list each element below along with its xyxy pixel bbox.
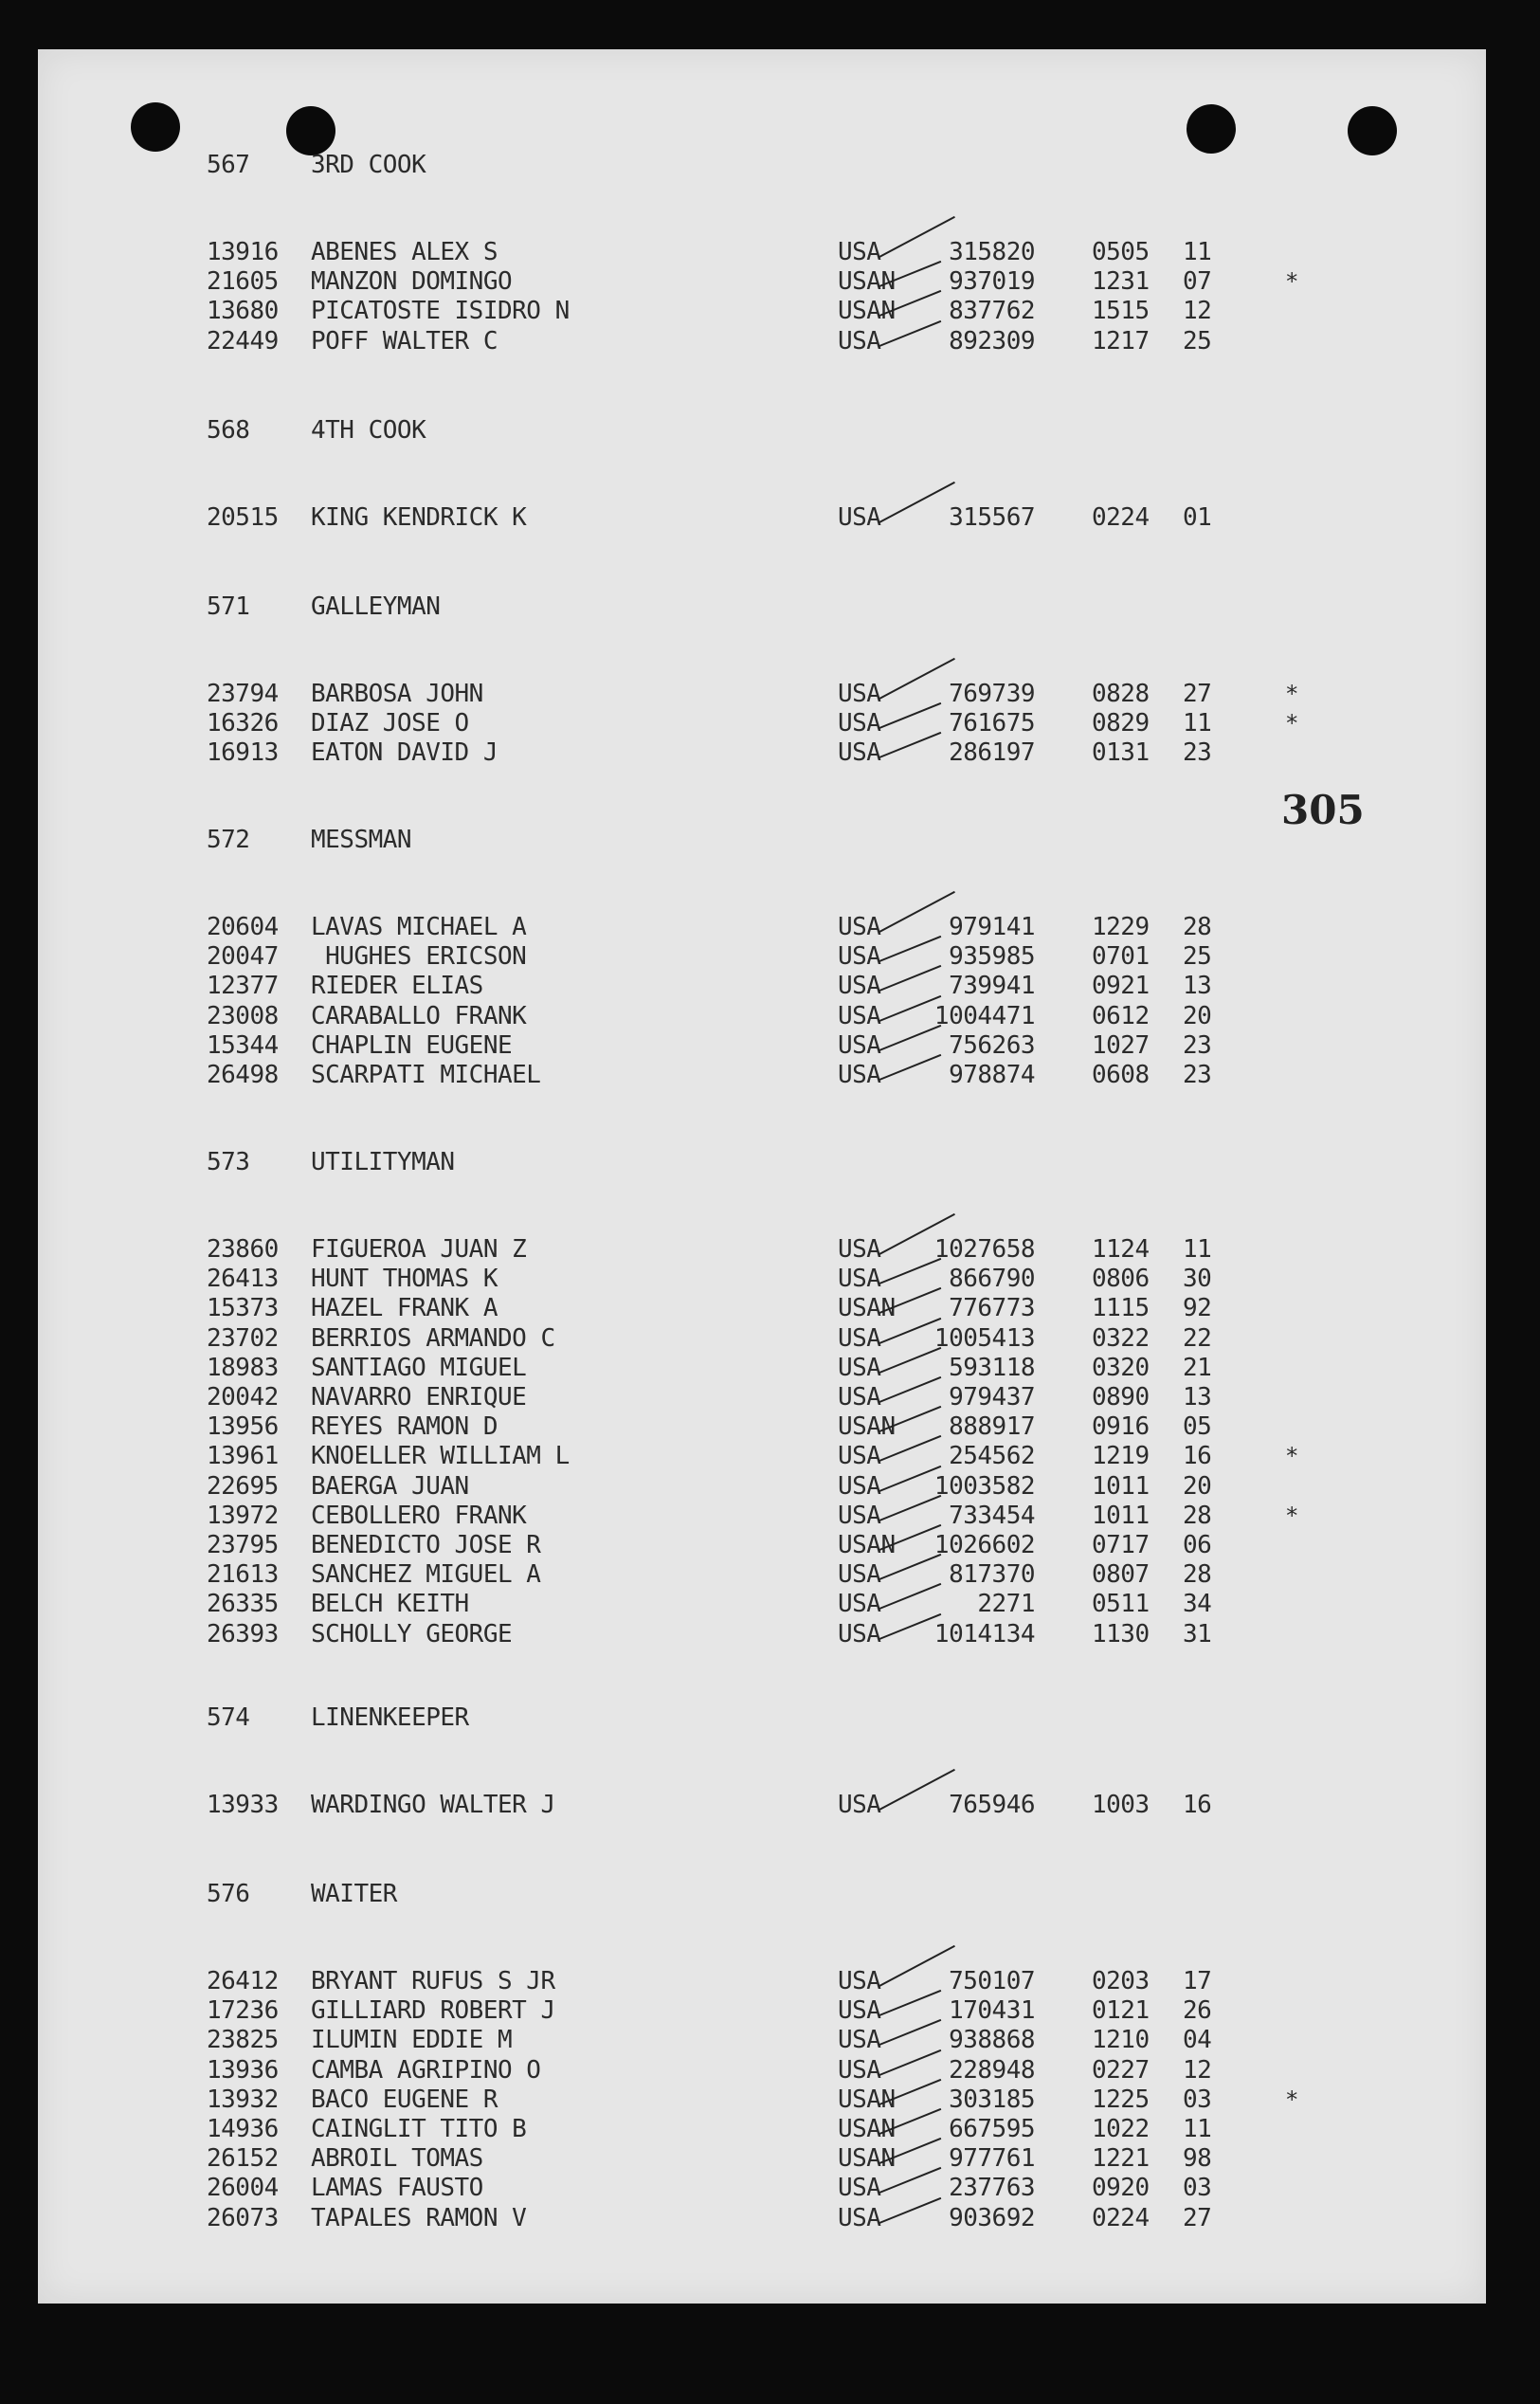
row-id: 13933 <box>207 1791 279 1819</box>
row-number: 667595 <box>949 2115 1035 2143</box>
row-date: 1221 <box>1092 2144 1150 2174</box>
section-title: LINENKEEPER <box>311 1703 469 1732</box>
row-date: 1210 <box>1092 2026 1150 2055</box>
row-number: 1014134 <box>933 1619 1035 1648</box>
row-value: 12 <box>1183 297 1212 326</box>
row-value: 25 <box>1183 326 1212 355</box>
row-date: 0806 <box>1092 1265 1150 1294</box>
row-number: 2271 <box>977 1590 1035 1619</box>
row-name: ABROIL TOMAS <box>311 2144 483 2174</box>
row-country: USA <box>838 1323 881 1353</box>
row-name: BAERGA JUAN <box>311 1471 469 1501</box>
row-country: USA <box>838 1501 881 1530</box>
row-id: 21605 <box>207 267 279 297</box>
row-country: USA <box>838 1061 881 1089</box>
row-value: 22 <box>1183 1323 1212 1353</box>
row-country: USAN <box>838 297 896 326</box>
row-name: HUNT THOMAS K <box>311 1265 498 1294</box>
row-number: 315820 <box>949 238 1035 266</box>
row-name: LAVAS MICHAEL A <box>311 913 527 941</box>
punch-hole-left-1 <box>131 102 180 152</box>
row-date: 1115 <box>1092 1294 1150 1323</box>
row-name: WARDINGO WALTER J <box>311 1791 555 1819</box>
row-country: USA <box>838 972 881 1001</box>
row-country: USA <box>838 1235 881 1264</box>
row-date: 0890 <box>1092 1383 1150 1411</box>
row-date: 1022 <box>1092 2115 1150 2143</box>
row-country: USA <box>838 709 881 738</box>
row-name: SANTIAGO MIGUEL <box>311 1353 527 1382</box>
row-country: USA <box>838 738 881 768</box>
row-country: USA <box>838 942 881 972</box>
row-country: USA <box>838 1791 881 1819</box>
row-number: 1005413 <box>933 1323 1035 1353</box>
row-country: USA <box>838 238 881 266</box>
row-country: USA <box>838 1383 881 1411</box>
section-code: 572 <box>207 826 250 854</box>
row-value: 20 <box>1183 1471 1212 1501</box>
row-id: 26413 <box>207 1265 279 1294</box>
row-number: 315567 <box>949 503 1035 532</box>
row-date: 0511 <box>1092 1590 1150 1619</box>
row-number: 750107 <box>949 1967 1035 1995</box>
row-number: 237763 <box>949 2174 1035 2203</box>
row-country: USA <box>838 680 881 708</box>
row-number: 817370 <box>949 1560 1035 1590</box>
row-name: CHAPLIN EUGENE <box>311 1030 513 1060</box>
row-date: 1225 <box>1092 2085 1150 2114</box>
row-date: 0921 <box>1092 972 1150 1001</box>
row-id: 23008 <box>207 1001 279 1030</box>
punch-hole-right-2 <box>1348 106 1397 155</box>
row-name: BENEDICTO JOSE R <box>311 1531 541 1559</box>
punch-hole-left-2 <box>286 106 335 155</box>
row-date: 1217 <box>1092 326 1150 355</box>
row-number: 979141 <box>949 913 1035 941</box>
section-title: GALLEYMAN <box>311 592 441 621</box>
row-number: 937019 <box>949 267 1035 297</box>
row-value: 31 <box>1183 1619 1212 1648</box>
row-number: 593118 <box>949 1353 1035 1382</box>
row-name: FIGUEROA JUAN Z <box>311 1235 527 1264</box>
row-name: CARABALLO FRANK <box>311 1001 527 1030</box>
row-id: 13956 <box>207 1412 279 1442</box>
row-value: 03 <box>1183 2174 1212 2203</box>
row-value: 27 <box>1183 2203 1212 2232</box>
row-date: 1515 <box>1092 297 1150 326</box>
row-id: 14936 <box>207 2115 279 2143</box>
row-name: PICATOSTE ISIDRO N <box>311 297 570 326</box>
section-title: UTILITYMAN <box>311 1148 455 1176</box>
row-value: 11 <box>1183 238 1212 266</box>
row-date: 0920 <box>1092 2174 1150 2203</box>
row-id: 26412 <box>207 1967 279 1995</box>
row-value: 23 <box>1183 1030 1212 1060</box>
row-name: CAMBA AGRIPINO O <box>311 2055 541 2085</box>
row-country: USA <box>838 1353 881 1382</box>
row-id: 22449 <box>207 326 279 355</box>
row-id: 12377 <box>207 972 279 1001</box>
row-name: SCHOLLY GEORGE <box>311 1619 513 1648</box>
row-number: 837762 <box>949 297 1035 326</box>
row-number: 866790 <box>949 1265 1035 1294</box>
row-value: 25 <box>1183 942 1212 972</box>
row-id: 26335 <box>207 1590 279 1619</box>
row-date: 1027 <box>1092 1030 1150 1060</box>
row-country: USA <box>838 1560 881 1590</box>
section-title: MESSMAN <box>311 826 412 854</box>
row-number: 978874 <box>949 1061 1035 1089</box>
row-name: SANCHEZ MIGUEL A <box>311 1560 541 1590</box>
row-id: 17236 <box>207 1996 279 2026</box>
row-name: REYES RAMON D <box>311 1412 498 1442</box>
row-asterisk: * <box>1285 710 1298 738</box>
section-title: WAITER <box>311 1880 397 1908</box>
row-id: 13680 <box>207 297 279 326</box>
row-id: 13932 <box>207 2085 279 2114</box>
row-value: 06 <box>1183 1531 1212 1559</box>
row-number: 1004471 <box>933 1001 1035 1030</box>
row-id: 26393 <box>207 1619 279 1648</box>
row-number: 286197 <box>949 738 1035 768</box>
row-value: 28 <box>1183 1501 1212 1530</box>
row-number: 1003582 <box>933 1471 1035 1501</box>
row-date: 0121 <box>1092 1996 1150 2026</box>
row-date: 0828 <box>1092 680 1150 708</box>
row-value: 20 <box>1183 1001 1212 1030</box>
row-country: USAN <box>838 1412 896 1442</box>
row-value: 21 <box>1183 1353 1212 1382</box>
section-title: 4TH COOK <box>311 416 426 445</box>
row-id: 23794 <box>207 680 279 708</box>
row-id: 26498 <box>207 1061 279 1089</box>
row-number: 170431 <box>949 1996 1035 2026</box>
row-name: POFF WALTER C <box>311 326 498 355</box>
row-id: 13961 <box>207 1442 279 1471</box>
row-number: 776773 <box>949 1294 1035 1323</box>
row-date: 0807 <box>1092 1560 1150 1590</box>
row-asterisk: * <box>1285 268 1298 296</box>
row-country: USA <box>838 1967 881 1995</box>
row-value: 26 <box>1183 1996 1212 2026</box>
row-value: 17 <box>1183 1967 1212 1995</box>
row-value: 98 <box>1183 2144 1212 2174</box>
row-date: 0916 <box>1092 1412 1150 1442</box>
row-number: 254562 <box>949 1442 1035 1471</box>
row-country: USA <box>838 1265 881 1294</box>
row-name: ABENES ALEX S <box>311 238 498 266</box>
row-value: 13 <box>1183 1383 1212 1411</box>
row-date: 0203 <box>1092 1967 1150 1995</box>
row-value: 16 <box>1183 1791 1212 1819</box>
row-date: 0224 <box>1092 503 1150 532</box>
row-id: 20604 <box>207 913 279 941</box>
row-number: 756263 <box>949 1030 1035 1060</box>
row-name: KNOELLER WILLIAM L <box>311 1442 570 1471</box>
row-name: GILLIARD ROBERT J <box>311 1996 555 2026</box>
section-title: 3RD COOK <box>311 151 426 179</box>
row-value: 11 <box>1183 709 1212 738</box>
row-country: USA <box>838 1471 881 1501</box>
row-id: 20515 <box>207 503 279 532</box>
row-asterisk: * <box>1285 681 1298 707</box>
row-name: CEBOLLERO FRANK <box>311 1501 527 1530</box>
row-name: EATON DAVID J <box>311 738 498 768</box>
row-number: 739941 <box>949 972 1035 1001</box>
row-asterisk: * <box>1285 1443 1298 1470</box>
row-id: 13916 <box>207 238 279 266</box>
row-id: 26152 <box>207 2144 279 2174</box>
row-id: 22695 <box>207 1471 279 1501</box>
row-number: 977761 <box>949 2144 1035 2174</box>
row-asterisk: * <box>1285 2085 1298 2113</box>
row-id: 23825 <box>207 2026 279 2055</box>
row-date: 1231 <box>1092 267 1150 297</box>
row-value: 28 <box>1183 913 1212 941</box>
row-name: MANZON DOMINGO <box>311 267 513 297</box>
row-name: DIAZ JOSE O <box>311 709 469 738</box>
row-country: USAN <box>838 267 896 297</box>
row-date: 0227 <box>1092 2055 1150 2085</box>
row-value: 28 <box>1183 1560 1212 1590</box>
section-code: 567 <box>207 151 250 179</box>
row-date: 1229 <box>1092 913 1150 941</box>
row-value: 23 <box>1183 1061 1212 1089</box>
row-name: LAMAS FAUSTO <box>311 2174 483 2203</box>
section-code: 574 <box>207 1703 250 1732</box>
row-country: USA <box>838 1619 881 1648</box>
row-value: 07 <box>1183 267 1212 297</box>
row-number: 303185 <box>949 2085 1035 2114</box>
row-name: TAPALES RAMON V <box>311 2203 527 2232</box>
row-date: 1130 <box>1092 1619 1150 1648</box>
row-value: 01 <box>1183 503 1212 532</box>
row-value: 05 <box>1183 1412 1212 1442</box>
row-id: 15373 <box>207 1294 279 1323</box>
row-id: 26004 <box>207 2174 279 2203</box>
row-date: 0320 <box>1092 1353 1150 1382</box>
row-name: HAZEL FRANK A <box>311 1294 498 1323</box>
row-date: 0224 <box>1092 2203 1150 2232</box>
row-country: USAN <box>838 2085 896 2114</box>
row-country: USA <box>838 326 881 355</box>
row-value: 27 <box>1183 680 1212 708</box>
row-number: 935985 <box>949 942 1035 972</box>
section-code: 573 <box>207 1148 250 1176</box>
row-number: 228948 <box>949 2055 1035 2085</box>
row-value: 92 <box>1183 1294 1212 1323</box>
row-value: 03 <box>1183 2085 1212 2114</box>
row-number: 765946 <box>949 1791 1035 1819</box>
section-code: 576 <box>207 1880 250 1908</box>
row-name: RIEDER ELIAS <box>311 972 483 1001</box>
row-id: 13972 <box>207 1501 279 1530</box>
row-value: 13 <box>1183 972 1212 1001</box>
row-number: 979437 <box>949 1383 1035 1411</box>
row-id: 16913 <box>207 738 279 768</box>
row-date: 0322 <box>1092 1323 1150 1353</box>
row-date: 0829 <box>1092 709 1150 738</box>
row-id: 23860 <box>207 1235 279 1264</box>
row-number: 892309 <box>949 326 1035 355</box>
row-id: 15344 <box>207 1030 279 1060</box>
row-id: 20042 <box>207 1383 279 1411</box>
row-name: BELCH KEITH <box>311 1590 469 1619</box>
row-country: USA <box>838 913 881 941</box>
row-id: 26073 <box>207 2203 279 2232</box>
row-value: 11 <box>1183 2115 1212 2143</box>
row-date: 1011 <box>1092 1471 1150 1501</box>
row-country: USAN <box>838 1294 896 1323</box>
row-value: 12 <box>1183 2055 1212 2085</box>
page-number: 305 <box>1281 787 1365 833</box>
row-country: USA <box>838 2026 881 2055</box>
row-id: 16326 <box>207 709 279 738</box>
row-country: USA <box>838 1001 881 1030</box>
row-value: 34 <box>1183 1590 1212 1619</box>
row-number: 769739 <box>949 680 1035 708</box>
row-country: USA <box>838 503 881 532</box>
row-country: USA <box>838 2174 881 2203</box>
row-country: USA <box>838 1590 881 1619</box>
row-asterisk: * <box>1285 1502 1298 1529</box>
row-number: 888917 <box>949 1412 1035 1442</box>
row-id: 20047 <box>207 942 279 972</box>
row-date: 0612 <box>1092 1001 1150 1030</box>
row-id: 13936 <box>207 2055 279 2085</box>
row-date: 0505 <box>1092 238 1150 266</box>
row-id: 18983 <box>207 1353 279 1382</box>
row-name: SCARPATI MICHAEL <box>311 1061 541 1089</box>
row-date: 1011 <box>1092 1501 1150 1530</box>
row-number: 733454 <box>949 1501 1035 1530</box>
punch-hole-right-1 <box>1187 104 1236 154</box>
row-id: 23702 <box>207 1323 279 1353</box>
row-name: ILUMIN EDDIE M <box>311 2026 513 2055</box>
row-date: 0717 <box>1092 1531 1150 1559</box>
row-number: 1026602 <box>933 1531 1035 1559</box>
row-date: 0608 <box>1092 1061 1150 1089</box>
row-value: 04 <box>1183 2026 1212 2055</box>
row-name: BACO EUGENE R <box>311 2085 498 2114</box>
row-number: 1027658 <box>933 1235 1035 1264</box>
row-country: USA <box>838 1996 881 2026</box>
row-value: 11 <box>1183 1235 1212 1264</box>
section-code: 571 <box>207 592 250 621</box>
row-name: KING KENDRICK K <box>311 503 527 532</box>
row-country: USAN <box>838 2144 896 2174</box>
row-country: USAN <box>838 1531 896 1559</box>
row-value: 30 <box>1183 1265 1212 1294</box>
row-id: 23795 <box>207 1531 279 1559</box>
row-date: 1124 <box>1092 1235 1150 1264</box>
row-name: BRYANT RUFUS S JR <box>311 1967 555 1995</box>
section-code: 568 <box>207 416 250 445</box>
row-date: 1003 <box>1092 1791 1150 1819</box>
row-name: NAVARRO ENRIQUE <box>311 1383 527 1411</box>
row-number: 938868 <box>949 2026 1035 2055</box>
row-number: 761675 <box>949 709 1035 738</box>
row-name: BARBOSA JOHN <box>311 680 483 708</box>
row-country: USA <box>838 1442 881 1471</box>
row-name: HUGHES ERICSON <box>311 942 527 972</box>
row-value: 23 <box>1183 738 1212 768</box>
row-country: USA <box>838 2055 881 2085</box>
row-country: USAN <box>838 2115 896 2143</box>
row-id: 21613 <box>207 1560 279 1590</box>
row-name: BERRIOS ARMANDO C <box>311 1323 555 1353</box>
row-name: CAINGLIT TITO B <box>311 2115 527 2143</box>
row-value: 16 <box>1183 1442 1212 1471</box>
row-date: 1219 <box>1092 1442 1150 1471</box>
row-number: 903692 <box>949 2203 1035 2232</box>
row-country: USA <box>838 2203 881 2232</box>
row-country: USA <box>838 1030 881 1060</box>
row-date: 0131 <box>1092 738 1150 768</box>
row-date: 0701 <box>1092 942 1150 972</box>
